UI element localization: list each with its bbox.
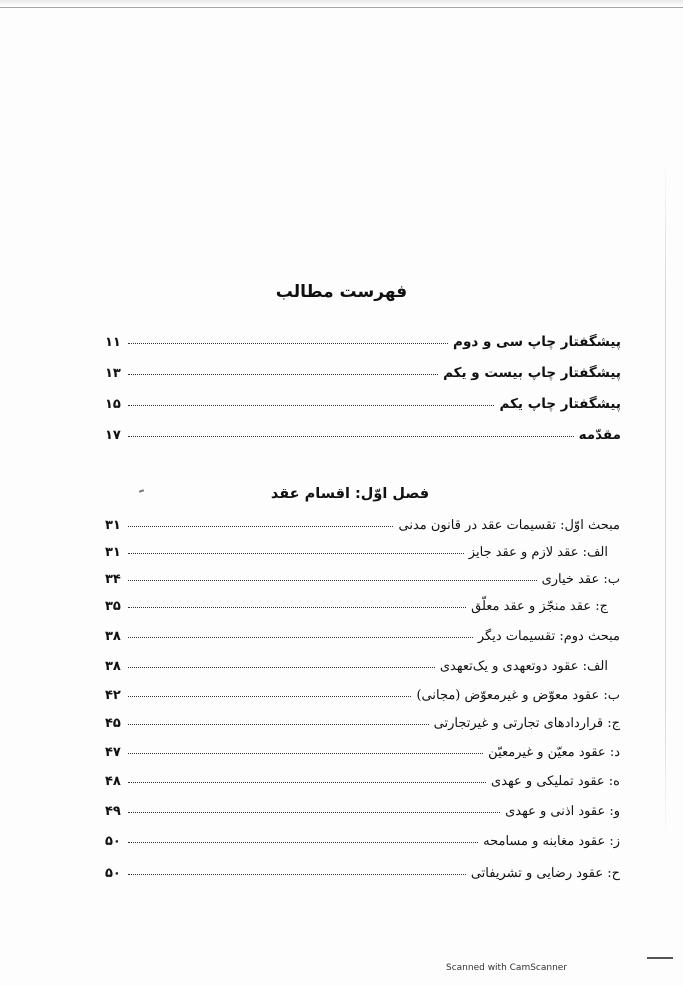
toc-entry (105, 516, 620, 538)
toc-entry (105, 657, 608, 679)
dot-leader (128, 712, 429, 725)
toc-entry-page: ۱۳ (105, 366, 121, 381)
dot-leader (128, 595, 466, 608)
toc-entry (105, 714, 620, 736)
toc-entry (105, 802, 620, 824)
toc-entry-preface-21 (105, 364, 621, 386)
toc-entry-label: الف: عقود دوتعهدی و یک‌تعهدی (439, 659, 608, 674)
toc-entry (105, 832, 620, 854)
toc-entry (105, 772, 620, 794)
toc-entry-page: ۱۵ (105, 397, 121, 412)
dot-leader (128, 362, 438, 375)
toc-entry-label: ب: عقد خیاری (541, 572, 620, 587)
dot-leader (128, 514, 393, 527)
toc-entry-page: ۳۱ (105, 545, 121, 560)
toc-entry-page: ۳۴ (105, 572, 121, 587)
toc-entry (105, 543, 608, 565)
scan-speck (139, 489, 144, 493)
toc-entry-page: ۳۵ (105, 599, 121, 614)
toc-entry-page: ۵۰ (105, 834, 121, 849)
dot-leader (128, 541, 464, 554)
dot-leader (128, 393, 494, 406)
toc-entry-label: پیشگفتار چاپ بیست و یکم (443, 365, 621, 381)
dot-leader (128, 655, 435, 668)
toc-entry-label: مبحث اوّل: تقسیمات عقد در قانون مدنی (398, 518, 620, 533)
toc-entry (105, 627, 620, 649)
toc-entry (105, 686, 620, 708)
dot-leader (128, 830, 478, 843)
toc-entry-page: ۵۰ (105, 866, 121, 881)
dot-leader (128, 568, 537, 581)
toc-entry-page: ۴۵ (105, 716, 121, 731)
toc-entry (105, 597, 608, 619)
toc-entry-label: ح: عقود رضایی و تشریفاتی (470, 866, 620, 881)
toc-entry-preface-32 (105, 333, 621, 355)
scan-top-edge (0, 0, 683, 6)
scan-right-edge (665, 150, 666, 850)
toc-entry-label: ز: عقود مغابنه و مسامحه (483, 834, 620, 849)
toc-entry-label: ه: عقود تملیکی و عهدی (491, 774, 620, 789)
dot-leader (128, 741, 483, 754)
dot-leader (128, 625, 473, 638)
toc-entry-label: پیشگفتار چاپ سی و دوم (453, 334, 621, 350)
toc-entry-page: ۱۱ (105, 335, 121, 350)
toc-entry-label: الف: عقد لازم و عقد جایز (468, 545, 608, 560)
toc-entry-page: ۴۷ (105, 745, 121, 760)
scanner-watermark: Scanned with CamScanner (446, 963, 568, 973)
dot-leader (128, 684, 411, 697)
toc-entry (105, 864, 620, 886)
dot-leader (128, 331, 448, 344)
toc-entry-label: ج: قراردادهای تجارتی و غیرتجارتی (433, 716, 620, 731)
toc-entry-preface-1 (105, 395, 621, 417)
chapter-title: فصل اوّل: اقسام عقد (270, 486, 430, 502)
scan-corner-mark (647, 957, 673, 959)
toc-entry-page: ۴۲ (105, 688, 121, 703)
toc-entry-page: ۴۹ (105, 804, 121, 819)
dot-leader (128, 770, 486, 783)
dot-leader (128, 800, 500, 813)
toc-entry-introduction (105, 426, 621, 448)
toc-entry-label: مقدّمه (578, 427, 621, 443)
toc-entry-label: ب: عقود معوّض و غیرمعوّض (مجانی) (416, 688, 620, 703)
toc-entry-label: مبحث دوم: تقسیمات دیگر (477, 629, 620, 644)
toc-entry-label: د: عقود معیّن و غیرمعیّن (488, 745, 620, 760)
toc-entry-page: ۳۱ (105, 518, 121, 533)
toc-entry-page: ۳۸ (105, 629, 121, 644)
toc-entry (105, 570, 620, 592)
toc-entry-page: ۱۷ (105, 428, 121, 443)
toc-entry-label: و: عقود اذنی و عهدی (505, 804, 620, 819)
toc-entry-page: ۳۸ (105, 659, 121, 674)
toc-entry (105, 743, 620, 765)
toc-entry-label: پیشگفتار چاپ یکم (499, 396, 621, 412)
dot-leader (128, 862, 466, 875)
toc-title: فهرست مطالب (275, 282, 408, 302)
dot-leader (128, 424, 574, 437)
toc-entry-page: ۴۸ (105, 774, 121, 789)
toc-entry-label: ج: عقد منجّز و عقد معلّق (471, 599, 608, 614)
